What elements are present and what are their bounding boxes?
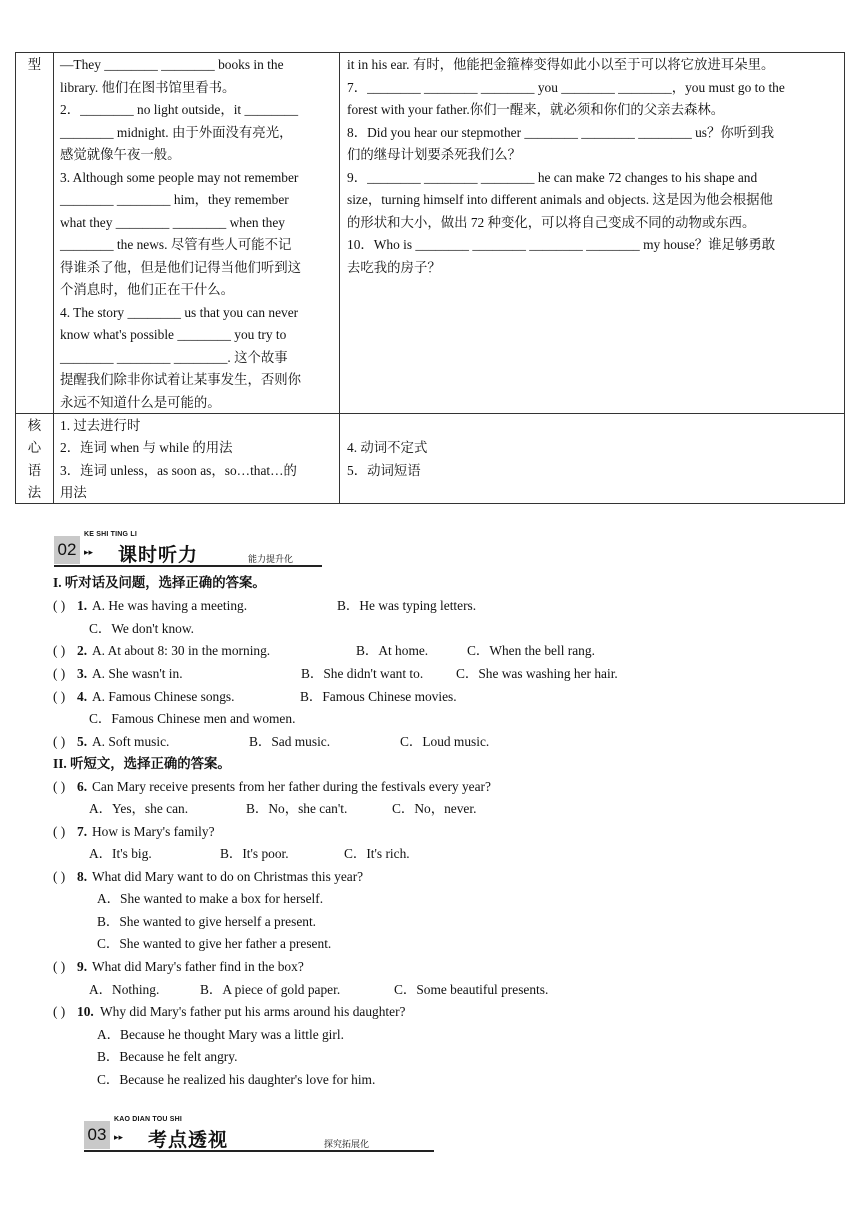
grammar-label-char: 心 bbox=[27, 440, 42, 456]
answer-bracket: ( ) bbox=[53, 869, 66, 884]
option-b: B．She didn't want to. bbox=[301, 666, 424, 681]
option-c: C．No，never. bbox=[392, 801, 477, 816]
table-line: ________ the news. 尽管有些人可能不记 bbox=[60, 237, 292, 252]
grammar-item: 1. 过去进行时 bbox=[60, 418, 141, 433]
question-text: Can Mary receive presents from her father during the festivals every year? bbox=[92, 779, 491, 794]
option-a: A．Because he thought Mary was a little girl. bbox=[97, 1027, 344, 1042]
table-line: 们的继母计划要杀死我们么？ bbox=[347, 147, 522, 162]
table-line: 8．Did you hear our stepmother ________ ________ ________ us？你听到我 bbox=[347, 124, 774, 140]
question-text: What did Mary want to do on Christmas this year? bbox=[92, 869, 364, 884]
option-b: B．It's poor. bbox=[220, 846, 289, 861]
table-line: ________ ________ him，they remember bbox=[60, 192, 289, 207]
grammar-label-char: 语 bbox=[27, 462, 42, 478]
grammar-label-char: 核 bbox=[27, 418, 42, 433]
section-underline bbox=[84, 1150, 434, 1152]
option-a: A. Famous Chinese songs. bbox=[92, 689, 235, 704]
question-number: 8. bbox=[77, 869, 88, 884]
section-subtitle: 探究拓展化 bbox=[324, 1140, 370, 1150]
grammar-item: 3．连词 unless，as soon as，so…that…的 bbox=[60, 462, 297, 478]
section-title: 课时听力 bbox=[118, 544, 199, 566]
question-number: 5. bbox=[77, 734, 88, 749]
table-col-divider-1 bbox=[53, 53, 54, 503]
table-line: 去吃我的房子？ bbox=[347, 259, 441, 275]
table-line: ________ ________ ________. 这个故事 bbox=[60, 349, 288, 365]
option-c: C．Some beautiful presents. bbox=[394, 982, 549, 997]
table-line: size，turning himself into different animals and objects. 这是因为他会根据他 bbox=[347, 192, 773, 207]
question-text: What did Mary's father find in the box? bbox=[92, 959, 304, 974]
question-number: 1. bbox=[77, 598, 88, 613]
answer-bracket: ( ) bbox=[53, 666, 66, 681]
table-line: it in his ear. 有时，他能把金箍棒变得如此小以至于可以将它放进耳朵里。 bbox=[347, 57, 775, 72]
question-number: 9. bbox=[77, 959, 88, 974]
double-arrow-icon: ▸▸ bbox=[84, 548, 94, 558]
option-a: A．She wanted to make a box for herself. bbox=[97, 891, 324, 906]
summary-table bbox=[15, 52, 845, 504]
question-text: How is Mary's family? bbox=[92, 824, 215, 839]
table-line: —They ________ ________ books in the bbox=[60, 57, 284, 72]
question-number: 6. bbox=[77, 779, 88, 794]
table-line: forest with your father.你们一醒来，就必须和你们的父亲去森林。 bbox=[347, 102, 725, 117]
table-line: 3. Although some people may not remember bbox=[60, 169, 299, 185]
option-b: B．He was typing letters. bbox=[337, 598, 477, 613]
option-b: B．Because he felt angry. bbox=[97, 1049, 238, 1064]
option-b: B．A piece of gold paper. bbox=[200, 982, 341, 997]
answer-bracket: ( ) bbox=[53, 598, 66, 613]
answer-bracket: ( ) bbox=[53, 734, 66, 749]
answer-bracket: ( ) bbox=[53, 779, 66, 794]
option-c: C．She was washing her hair. bbox=[456, 666, 618, 681]
table-line: 个消息时，他们正在干什么。 bbox=[60, 282, 235, 297]
table-col-divider-2 bbox=[339, 53, 340, 503]
table-line: know what's possible ________ you try to bbox=[60, 327, 287, 342]
table-line: 得谁杀了他，但是他们记得当他们听到这 bbox=[60, 259, 302, 275]
answer-bracket: ( ) bbox=[53, 689, 66, 704]
option-c: C．When the bell rang. bbox=[467, 643, 595, 658]
question-number: 10. bbox=[77, 1004, 94, 1019]
option-a: A．It's big. bbox=[89, 846, 152, 861]
table-line: 2．________ no light outside，it ________ bbox=[60, 102, 299, 117]
answer-bracket: ( ) bbox=[53, 824, 66, 839]
option-b: B．No，she can't. bbox=[246, 801, 348, 816]
option-c: C．She wanted to give her father a present. bbox=[97, 936, 332, 951]
option-a: A. Soft music. bbox=[92, 734, 170, 749]
table-line: 4. The story ________ us that you can never bbox=[60, 304, 299, 320]
table-line: 永远不知道什么是可能的。 bbox=[60, 394, 221, 410]
option-c: C．Loud music. bbox=[400, 734, 490, 749]
answer-bracket: ( ) bbox=[53, 643, 66, 658]
option-a: A. At about 8: 30 in the morning. bbox=[92, 643, 271, 658]
table-line: 9．________ ________ ________ he can make 72 changes to his shape and bbox=[347, 169, 758, 185]
section-number: 02 bbox=[54, 536, 80, 564]
option-b: B．Famous Chinese movies. bbox=[300, 689, 457, 704]
option-b: B．She wanted to give herself a present. bbox=[97, 914, 317, 929]
question-number: 7. bbox=[77, 824, 88, 839]
section-underline bbox=[54, 565, 322, 567]
table-line: what they ________ ________ when they bbox=[60, 214, 286, 230]
section-number: 03 bbox=[84, 1121, 110, 1149]
grammar-item: 4. 动词不定式 bbox=[347, 440, 428, 456]
section-pinyin: KE SHI TING LI bbox=[84, 531, 137, 538]
option-a: A．Nothing. bbox=[89, 982, 160, 997]
option-a: A. He was having a meeting. bbox=[92, 598, 248, 613]
section-pinyin: KAO DIAN TOU SHI bbox=[114, 1116, 183, 1123]
table-line: 提醒我们除非你试着让某事发生，否则你 bbox=[60, 372, 302, 387]
table-line: 感觉就像午夜一般。 bbox=[60, 147, 181, 162]
option-b: B．At home. bbox=[356, 643, 429, 658]
double-arrow-icon: ▸▸ bbox=[114, 1133, 124, 1143]
question-number: 4. bbox=[77, 689, 88, 704]
option-a: A．Yes，she can. bbox=[89, 801, 189, 816]
table-line: ________ midnight. 由于外面没有亮光， bbox=[60, 124, 293, 140]
question-text: Why did Mary's father put his arms around his daughter? bbox=[100, 1004, 406, 1019]
section-subtitle: 能力提升化 bbox=[248, 555, 294, 565]
grammar-item: 2．连词 when 与 while 的用法 bbox=[60, 440, 233, 456]
option-c: C．Because he realized his daughter's love for him. bbox=[97, 1072, 376, 1087]
question-number: 3. bbox=[77, 666, 88, 681]
table-line: library. 他们在图书馆里看书。 bbox=[60, 79, 236, 95]
section-title: 考点透视 bbox=[148, 1129, 229, 1151]
option-b: B．Sad music. bbox=[249, 734, 331, 749]
part-title: I. 听对话及问题，选择正确的答案。 bbox=[53, 575, 266, 590]
option-c: C．It's rich. bbox=[344, 846, 410, 861]
option-c: C．We don't know. bbox=[89, 621, 194, 636]
table-line: 10．Who is ________ ________ ________ ________ my house？谁足够勇敢 bbox=[347, 237, 776, 252]
grammar-item: 用法 bbox=[60, 485, 87, 501]
answer-bracket: ( ) bbox=[53, 1004, 66, 1019]
option-a: A. She wasn't in. bbox=[92, 666, 183, 681]
question-number: 2. bbox=[77, 643, 88, 658]
table-line: 7．________ ________ ________ you ________ ________，you must go to the bbox=[347, 79, 785, 95]
grammar-label-char: 法 bbox=[27, 485, 42, 501]
table-line: 的形状和大小，做出 72 种变化，可以将自己变成不同的动物或东西。 bbox=[347, 214, 756, 230]
part-title: II. 听短文，选择正确的答案。 bbox=[53, 756, 231, 771]
answer-bracket: ( ) bbox=[53, 959, 66, 974]
option-c: C．Famous Chinese men and women. bbox=[89, 711, 296, 726]
grammar-item: 5．动词短语 bbox=[347, 462, 421, 478]
table-row-label: 型 bbox=[27, 57, 42, 72]
